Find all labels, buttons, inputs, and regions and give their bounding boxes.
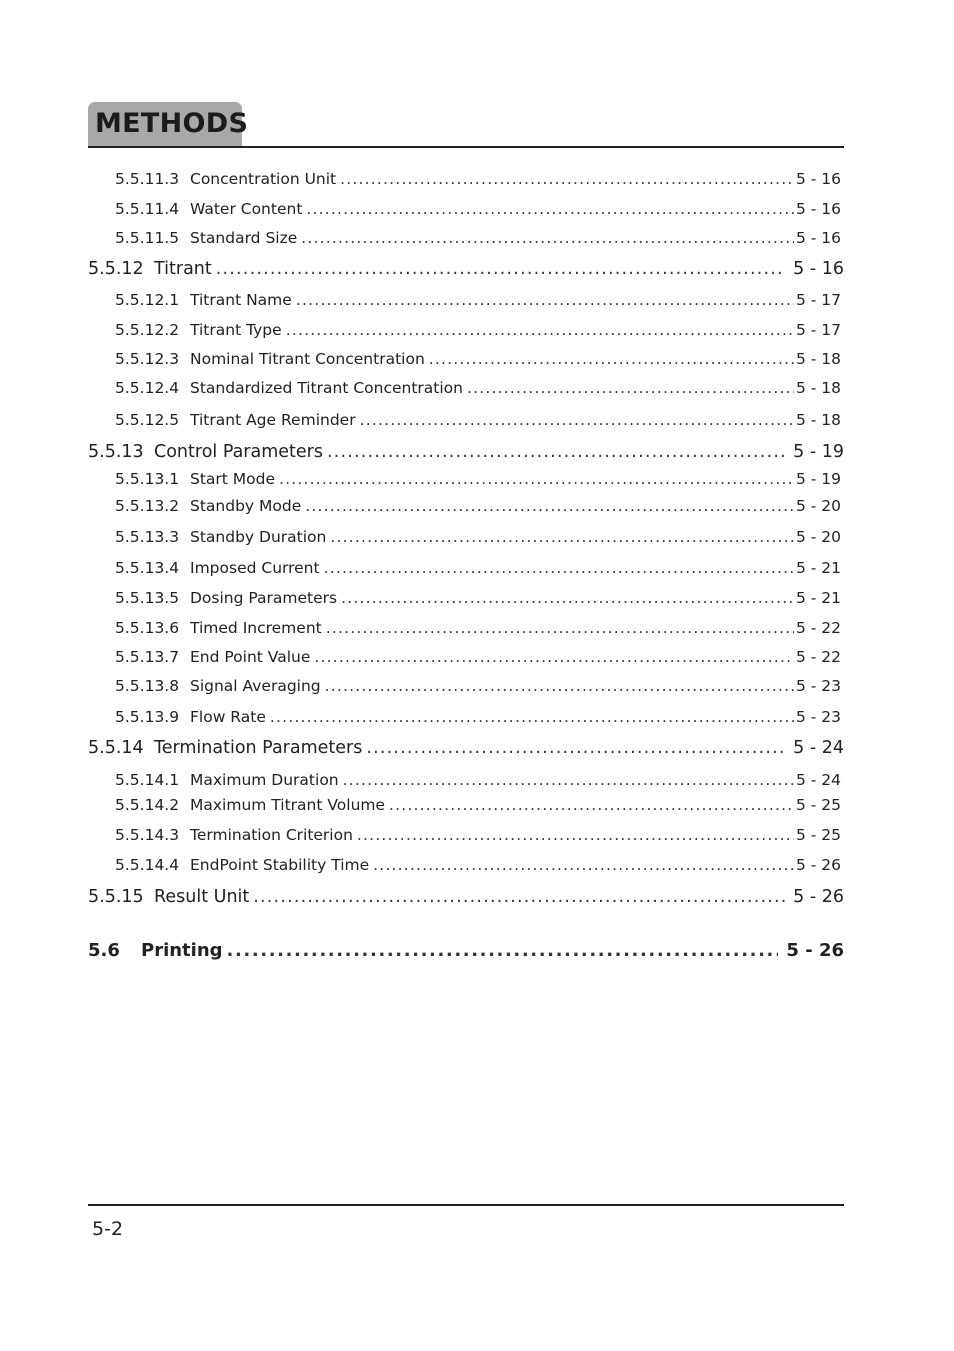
toc-entry[interactable] xyxy=(115,708,841,726)
toc-leader-dots xyxy=(305,497,794,515)
toc-leader-dots xyxy=(324,559,794,577)
toc-entry-number: 5.5.12 xyxy=(88,259,144,279)
toc-entry-title: Maximum Titrant Volume xyxy=(190,796,386,814)
toc-entry-title: Termination Criterion xyxy=(190,826,353,844)
toc-entry-number: 5.5.13 xyxy=(88,442,144,462)
toc-entry-title: Flow Rate xyxy=(190,708,266,726)
toc-leader-dots xyxy=(360,411,794,429)
toc-entry-page: 5 - 23 xyxy=(795,708,841,726)
toc-entry-number: 5.5.13.5 xyxy=(115,589,180,607)
toc-entry-page: 5 - 18 xyxy=(795,350,841,368)
toc-entry-number: 5.5.14.2 xyxy=(115,796,180,814)
toc-entry[interactable] xyxy=(88,259,844,279)
toc-leader-dots xyxy=(325,677,794,695)
toc-leader-dots xyxy=(341,589,794,607)
toc-entry-number: 5.5.13.4 xyxy=(115,559,180,577)
toc-leader-dots xyxy=(326,619,794,637)
toc-entry-number: 5.5.14.3 xyxy=(115,826,180,844)
toc-entry-page: 5 - 18 xyxy=(795,411,841,429)
toc-entry-page: 5 - 26 xyxy=(786,940,844,961)
toc-leader-dots xyxy=(270,708,794,726)
toc-entry-page: 5 - 19 xyxy=(795,470,841,488)
toc-entry[interactable] xyxy=(115,619,841,637)
toc-entry-page: 5 - 26 xyxy=(795,856,841,874)
toc-entry-title: Maximum Duration xyxy=(190,771,339,789)
toc-entry-number: 5.5.14.4 xyxy=(115,856,180,874)
toc-entry[interactable] xyxy=(115,796,841,814)
toc-entry-title: Titrant Age Reminder xyxy=(190,411,356,429)
toc-entry-number: 5.5.13.3 xyxy=(115,528,180,546)
toc-leader-dots xyxy=(373,856,794,874)
footer-rule xyxy=(88,1204,844,1206)
toc-leader-dots xyxy=(306,200,794,218)
toc-entry-title: Water Content xyxy=(190,200,303,218)
toc-entry-title: Timed Increment xyxy=(190,619,322,637)
toc-entry[interactable] xyxy=(115,321,841,339)
toc-entry[interactable] xyxy=(115,677,841,695)
toc-entry[interactable] xyxy=(88,940,844,961)
toc-entry-title: Termination Parameters xyxy=(154,738,363,758)
toc-entry-number: 5.5.13.1 xyxy=(115,470,180,488)
toc-entry-page: 5 - 17 xyxy=(795,291,841,309)
toc-entry[interactable] xyxy=(115,470,841,488)
toc-entry[interactable] xyxy=(88,887,844,907)
toc-entry-page: 5 - 20 xyxy=(795,528,841,546)
toc-entry[interactable] xyxy=(115,648,841,666)
toc-entry[interactable] xyxy=(115,497,841,515)
toc-entry-title: Nominal Titrant Concentration xyxy=(190,350,425,368)
toc-entry[interactable] xyxy=(115,589,841,607)
toc-leader-dots xyxy=(296,291,794,309)
toc-entry-page: 5 - 20 xyxy=(795,497,841,515)
toc-entry-title: Standard Size xyxy=(190,229,298,247)
toc-entry[interactable] xyxy=(115,291,841,309)
toc-entry-number: 5.5.14 xyxy=(88,738,144,758)
toc-entry-page: 5 - 23 xyxy=(795,677,841,695)
toc-entry-title: Signal Averaging xyxy=(190,677,321,695)
toc-entry-page: 5 - 22 xyxy=(795,619,841,637)
toc-entry[interactable] xyxy=(115,528,841,546)
toc-entry-page: 5 - 16 xyxy=(793,259,844,279)
toc-entry-title: End Point Value xyxy=(190,648,311,666)
toc-entry-number: 5.5.11.4 xyxy=(115,200,180,218)
toc-entry[interactable] xyxy=(115,229,841,247)
toc-entry-title: Control Parameters xyxy=(154,442,323,462)
toc-entry[interactable] xyxy=(115,771,841,789)
section-header-badge xyxy=(88,102,249,146)
toc-entry-page: 5 - 25 xyxy=(795,796,841,814)
toc-leader-dots xyxy=(343,771,794,789)
header-rule xyxy=(88,146,844,148)
toc-entry-page: 5 - 16 xyxy=(795,200,841,218)
toc-entry-number: 5.5.13.6 xyxy=(115,619,180,637)
toc-entry-number: 5.5.13.7 xyxy=(115,648,180,666)
toc-entry-number: 5.5.11.3 xyxy=(115,170,180,188)
toc-entry-page: 5 - 26 xyxy=(793,887,844,907)
toc-entry-title: Standardized Titrant Concentration xyxy=(190,379,463,397)
toc-entry-title: EndPoint Stability Time xyxy=(190,856,370,874)
toc-entry-title: Printing xyxy=(141,940,223,961)
toc-entry-page: 5 - 16 xyxy=(795,170,841,188)
toc-entry-title: Result Unit xyxy=(154,887,250,907)
toc-entry-title: Concentration Unit xyxy=(190,170,337,188)
toc-leader-dots xyxy=(227,940,779,961)
toc-entry-title: Dosing Parameters xyxy=(190,589,338,607)
toc-entry[interactable] xyxy=(115,379,841,397)
toc-entry-number: 5.5.12.4 xyxy=(115,379,180,397)
toc-entry-page: 5 - 16 xyxy=(795,229,841,247)
toc-entry-page: 5 - 24 xyxy=(793,738,844,758)
toc-leader-dots xyxy=(216,259,785,279)
toc-entry-page: 5 - 18 xyxy=(795,379,841,397)
toc-entry-page: 5 - 21 xyxy=(795,589,841,607)
toc-leader-dots xyxy=(429,350,794,368)
toc-entry-number: 5.5.15 xyxy=(88,887,144,907)
toc-entry[interactable] xyxy=(88,442,844,462)
toc-leader-dots xyxy=(279,470,794,488)
toc-entry-number: 5.5.12.2 xyxy=(115,321,180,339)
toc-entry-number: 5.5.13.9 xyxy=(115,708,180,726)
toc-entry[interactable] xyxy=(88,738,844,758)
toc-entry-page: 5 - 21 xyxy=(795,559,841,577)
toc-entry-title: Standby Mode xyxy=(190,497,302,515)
toc-entry[interactable] xyxy=(115,559,841,577)
toc-leader-dots xyxy=(389,796,794,814)
footer-page-number: 5-2 xyxy=(92,1218,124,1240)
toc-entry-title: Standby Duration xyxy=(190,528,327,546)
toc-leader-dots xyxy=(286,321,794,339)
toc-entry-page: 5 - 24 xyxy=(795,771,841,789)
toc-entry-number: 5.6 xyxy=(88,940,120,961)
toc-entry-number: 5.5.11.5 xyxy=(115,229,180,247)
toc-entry-number: 5.5.12.1 xyxy=(115,291,180,309)
toc-entry-number: 5.5.12.3 xyxy=(115,350,180,368)
toc-entry-page: 5 - 25 xyxy=(795,826,841,844)
toc-entry-number: 5.5.12.5 xyxy=(115,411,180,429)
toc-entry[interactable] xyxy=(115,856,841,874)
toc-entry-title: Start Mode xyxy=(190,470,276,488)
toc-leader-dots xyxy=(357,826,794,844)
section-title: METHODS xyxy=(95,108,249,139)
toc-entry-number: 5.5.13.8 xyxy=(115,677,180,695)
toc-leader-dots xyxy=(253,887,785,907)
toc-leader-dots xyxy=(327,442,785,462)
toc-entry-page: 5 - 22 xyxy=(795,648,841,666)
toc-entry-title: Imposed Current xyxy=(190,559,320,577)
toc-entry-page: 5 - 17 xyxy=(795,321,841,339)
toc-leader-dots xyxy=(366,738,785,758)
toc-entry[interactable] xyxy=(115,170,841,188)
toc-leader-dots xyxy=(340,170,794,188)
toc-entry[interactable] xyxy=(115,411,841,429)
toc-leader-dots xyxy=(314,648,794,666)
toc-entry-title: Titrant Name xyxy=(190,291,292,309)
toc-leader-dots xyxy=(330,528,794,546)
toc-leader-dots xyxy=(301,229,794,247)
toc-entry-title: Titrant xyxy=(154,259,212,279)
toc-entry[interactable] xyxy=(115,350,841,368)
toc-entry-page: 5 - 19 xyxy=(793,442,844,462)
toc-leader-dots xyxy=(467,379,794,397)
toc-entry-number: 5.5.14.1 xyxy=(115,771,180,789)
toc-entry-number: 5.5.13.2 xyxy=(115,497,180,515)
toc-entry[interactable] xyxy=(115,826,841,844)
toc-entry-title: Titrant Type xyxy=(190,321,282,339)
toc-entry[interactable] xyxy=(115,200,841,218)
